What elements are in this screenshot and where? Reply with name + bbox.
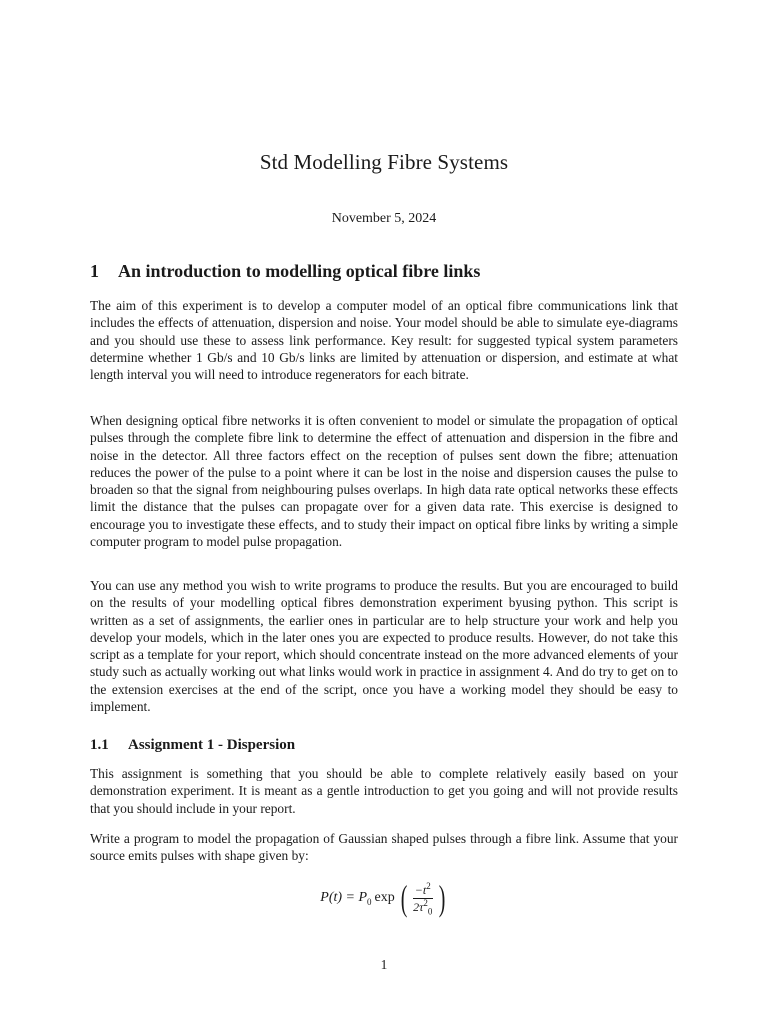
section-heading xyxy=(90,261,480,282)
subsection-number: 1.1 xyxy=(90,737,109,753)
paragraph-assignment-intro: This assignment is something that you should be able to complete relatively easily based on your demonstration experiment. It is meant as a gentle introduction to get you going and will not provide results that you should include in your report. xyxy=(90,766,678,816)
paragraph-intro-design: When designing optical fibre networks it is often convenient to model or simulate the propagation of optical pulses through the complete fibre link to determine the effect of attenuation and dispersion in the fibre and noise in the detector. All three factors effect on the reception of pulses sent down the fibre; attenuation reduces the power of the pulse to a point where it can be lost in the noise and dispersion causes the pulse to broaden so that the signal from neighbouring pulses overlaps. In high data rate optical networks these effects limit the distance that the pulses can propagate over for a given data rate. This exercise is designed to encourage you to investigate these effects, and to study their impact on optical fibre links by writing a simple computer program to model pulse propagation. xyxy=(90,413,678,550)
paragraph-intro-method: You can use any method you wish to write programs to produce the results. But you are encouraged to build on the results of your modelling optical fibres demonstration experiment byusing python. This script is written as a set of assignments, the earlier ones in particular are to help structure your work and help you develop your models, which in the later ones you are expected to produce results. However, do not take this script as a template for your report, which should concentrate instead on the more advanced elements of your study such as actually working out what links would work in practice in assignment 4. And do try to get on to the extension exercises at the end of the script, once you have a working model they should be easy to implement. xyxy=(90,578,678,715)
gaussian-pulse-equation xyxy=(0,880,768,916)
equation-numerator: $-t^2$ xyxy=(414,880,431,897)
equation-right-paren: ) xyxy=(438,878,446,918)
page-number: 1 xyxy=(380,957,388,972)
subsection-heading xyxy=(90,737,295,754)
document-title: Std Modelling Fibre Systems xyxy=(259,150,509,174)
section-number: 1 xyxy=(90,261,99,281)
paragraph-assignment-task: Write a program to model the propagation of Gaussian shaped pulses through a fibre link. Assume that your source emits pulses with shape given by: xyxy=(90,831,678,864)
equation-fraction xyxy=(413,880,433,916)
section-title: An introduction to modelling optical fibre links xyxy=(118,261,481,281)
document-date: November 5, 2024 xyxy=(331,211,437,226)
subsection-title: Assignment 1 - Dispersion xyxy=(128,737,296,753)
equation-lhs: $P(t) = P_0$ xyxy=(320,890,372,907)
equation-left-paren: ( xyxy=(400,878,408,918)
paragraph-intro-aim: The aim of this experiment is to develop a computer model of an optical fibre communications link that includes the effects of attenuation, dispersion and noise. Your model should be able to simulate eye-diagrams and you should use these to assess link performance. Key result: for suggested typical system parameters determine whether 1 Gb/s and 10 Gb/s links are limited by attenuation or dispersion, and estimate at what length interval you will need to introduce regenerators for each bitrate. xyxy=(90,298,678,383)
equation-denominator: $2\tau^2_0$ xyxy=(413,897,433,916)
equation-function: exp xyxy=(374,890,395,905)
